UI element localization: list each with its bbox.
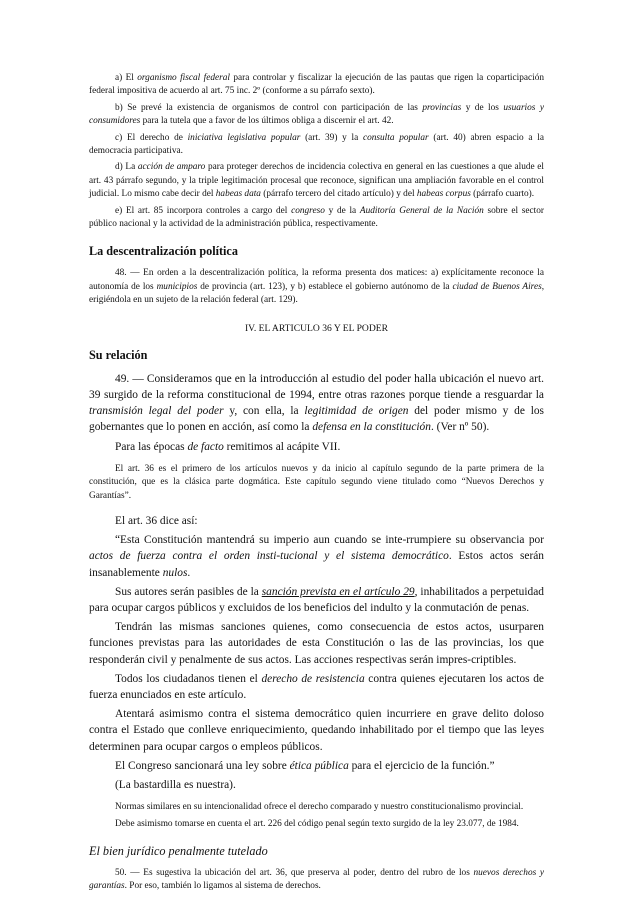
text-run: usuarios y consumidores xyxy=(89,102,545,127)
text-run: congreso xyxy=(291,205,325,216)
quote-paragraph-2 xyxy=(89,584,544,616)
text-run: El art. 36 es el primero de los artículos nuevos y da inicio al capítulo segundo de la parte primera de la constitución, que es la clásica parte dogmática. Este capítulo segundo viene titulado como “Nuevos Derechos y Garantías”. xyxy=(89,463,544,501)
paragraph-50 xyxy=(89,867,544,894)
text-run: Tendrán las mismas sanciones quienes, como consecuencia de estos actos, usurparen funciones previstas para las autoridades de esta Constitución o las de las provincias, los que responderán civil y penalmente de sus actos. Las acciones respectivas serán impres-criptibles. xyxy=(89,621,544,666)
text-run: habeas data xyxy=(215,189,261,200)
text-run: para el ejercicio de la función.” xyxy=(348,759,495,772)
text-run: . xyxy=(187,566,191,579)
text-run: acción de amparo xyxy=(137,162,206,173)
text-run: legitimidad de origen xyxy=(304,405,409,418)
text-run: a) El xyxy=(115,73,138,83)
text-run: . Por eso, también lo ligamos al sistema de derechos. xyxy=(124,881,321,892)
list-item-d xyxy=(89,161,544,201)
paragraph-art36-intro xyxy=(89,463,544,503)
section-title: IV. EL ARTICULO 36 Y EL PODER xyxy=(244,322,389,334)
text-run: y, con ella, la xyxy=(223,405,305,418)
text-run: Atentará asimismo contra el sistema democrático quien incurriere en grave delito doloso contra el Estado que conlleve enriquecimiento, quedando inhabilitado por el tiempo que las leyes determinen para ocupar cargos o empleos públicos. xyxy=(89,708,544,753)
text-run: (art. 39) y la xyxy=(300,132,363,143)
text-run: Auditoría General de la Nación xyxy=(359,205,484,216)
text-run: Para las épocas xyxy=(115,440,188,453)
text-run: de provincia (art. 123), y b) establece el gobierno autónomo de la xyxy=(197,281,453,292)
text-run: , inhabilitados a perpetuidad para ocupar cargos públicos y excluidos de los beneficios del indulto y la conmutación de penas. xyxy=(89,585,544,614)
text-run: remitimos al acápite VII. xyxy=(223,440,341,453)
text-run: ciudad de Buenos Aires xyxy=(452,281,542,292)
text-run: 48. — En orden a la descentralización política, la reforma presenta dos matices: a) explícitamente reconoce la autonomía de los xyxy=(89,268,544,292)
text-run: Sus autores serán pasibles de la xyxy=(115,585,262,598)
paragraph-49 xyxy=(89,371,544,436)
text-run: para controlar y fiscalizar la ejecución de las pautas que rigen la coparticipación federal impositiva de acuerdo al art. 75 inc. 2º (conforme a su párrafo sexto). xyxy=(89,73,544,97)
text-run: del poder mismo y de los gobernantes que lo ponen en acción, así como la xyxy=(89,405,544,434)
list-item-c xyxy=(89,132,544,159)
text-run: Todos los ciudadanos tienen el xyxy=(115,672,262,685)
text-run: derecho de resistencia xyxy=(261,672,365,685)
text-run: transmisión legal del poder xyxy=(89,405,224,418)
text-run: . (Ver nº 50). xyxy=(430,421,490,434)
text-run: . Estos actos serán insanablemente xyxy=(89,550,544,579)
quote-paragraph-6 xyxy=(89,758,544,774)
text-run: sanción prevista en el artículo 29 xyxy=(261,585,415,598)
text-run: y de la xyxy=(324,205,360,216)
text-run: iniciativa legislativa popular xyxy=(187,132,301,143)
text-run: (párrafo tercero del citado artículo) y del xyxy=(260,189,417,200)
text-run: y de los xyxy=(461,102,504,113)
text-run: 49. — Consideramos que en la introducción al estudio del poder halla ubicación el nuevo art. 39 surgido de la reforma constitucional de 1994, entre otras razones porque tiende a resguardar la xyxy=(89,372,544,401)
text-run: consulta popular xyxy=(362,132,429,143)
text-run: (art. 40) abren espacio a la democracia participativa. xyxy=(89,132,544,157)
list-item-e xyxy=(89,205,544,232)
list-item-a xyxy=(89,72,544,99)
quote-paragraph-3 xyxy=(89,619,544,668)
text-run: Normas similares en su intencionalidad ofrece el derecho comparado y nuestro constitucionalismo provincial. xyxy=(115,802,524,813)
text-run: actos de fuerza contra el orden insti-tucional y el sistema democrático xyxy=(89,550,449,563)
note-paragraph-1 xyxy=(89,801,544,814)
text-run: (La bastardilla es nuestra). xyxy=(115,778,236,791)
quote-paragraph-7 xyxy=(89,777,544,793)
text-run: b) Se prevé la existencia de organismos de control con participación de las xyxy=(115,102,423,113)
quote-paragraph-1 xyxy=(89,532,544,581)
heading-bien-juridico: El bien jurídico penalmente tutelado xyxy=(89,843,268,858)
quote-paragraph-4 xyxy=(89,671,544,703)
paragraph-dice xyxy=(89,513,544,529)
text-run: c) El derecho de xyxy=(115,132,188,143)
quote-paragraph-5 xyxy=(89,706,544,755)
document-page xyxy=(89,72,544,894)
text-run: nuevos derechos y garantías xyxy=(89,867,545,892)
text-run: habeas corpus xyxy=(416,189,471,200)
heading-descentralizacion: La descentralización política xyxy=(89,244,238,259)
text-run: 50. — Es sugestiva la ubicación del art. 36, que preserva al poder, dentro del rubro de los xyxy=(115,867,474,878)
text-run: contra quienes ejecutaren los actos de fuerza enunciados en este artículo. xyxy=(89,672,544,701)
text-run: El art. 36 dice así: xyxy=(115,514,198,527)
text-run: sobre el sector público nacional y la actividad de la administración pública, respectivamente. xyxy=(89,205,545,230)
text-run: defensa en la constitución xyxy=(312,421,431,434)
heading-relacion: Su relación xyxy=(89,347,148,362)
text-run: para la tutela que a favor de los últimos obliga a discernir el art. 42. xyxy=(140,116,394,127)
text-run: nulos xyxy=(162,566,188,579)
text-run: d) La xyxy=(115,162,138,173)
paragraph-epocas xyxy=(89,439,544,455)
text-run: provincias xyxy=(422,102,462,113)
text-run: municipios xyxy=(156,281,198,292)
note-paragraph-2 xyxy=(89,818,544,831)
text-run: ética pública xyxy=(289,759,349,772)
text-run: “Esta Constitución mantendrá su imperio aun cuando se inte-rrumpiere su observancia por xyxy=(115,534,544,547)
list-item-b xyxy=(89,102,544,129)
text-run: El Congreso sancionará una ley sobre xyxy=(115,759,290,772)
text-run: organismo fiscal federal xyxy=(137,73,230,83)
text-run: Debe asimismo tomarse en cuenta el art. 226 del código penal según texto surgido de la ley 23.077, de 1984. xyxy=(115,818,519,829)
text-run: e) El art. 85 incorpora controles a cargo del xyxy=(115,205,292,216)
text-run: para proteger derechos de incidencia colectiva en general en las cuestiones a que alude el art. 43 párrafo segundo, y la triple legitimación procesal que reconoce, significan una ampliación favorable en el control judicial. Lo mismo cabe decir del xyxy=(89,162,544,200)
text-run: de facto xyxy=(187,440,224,453)
paragraph-48 xyxy=(89,267,544,307)
text-run: (párrafo cuarto). xyxy=(470,189,535,200)
text-run: , erigiéndola en un sujeto de la relación federal (art. 129). xyxy=(89,281,545,306)
